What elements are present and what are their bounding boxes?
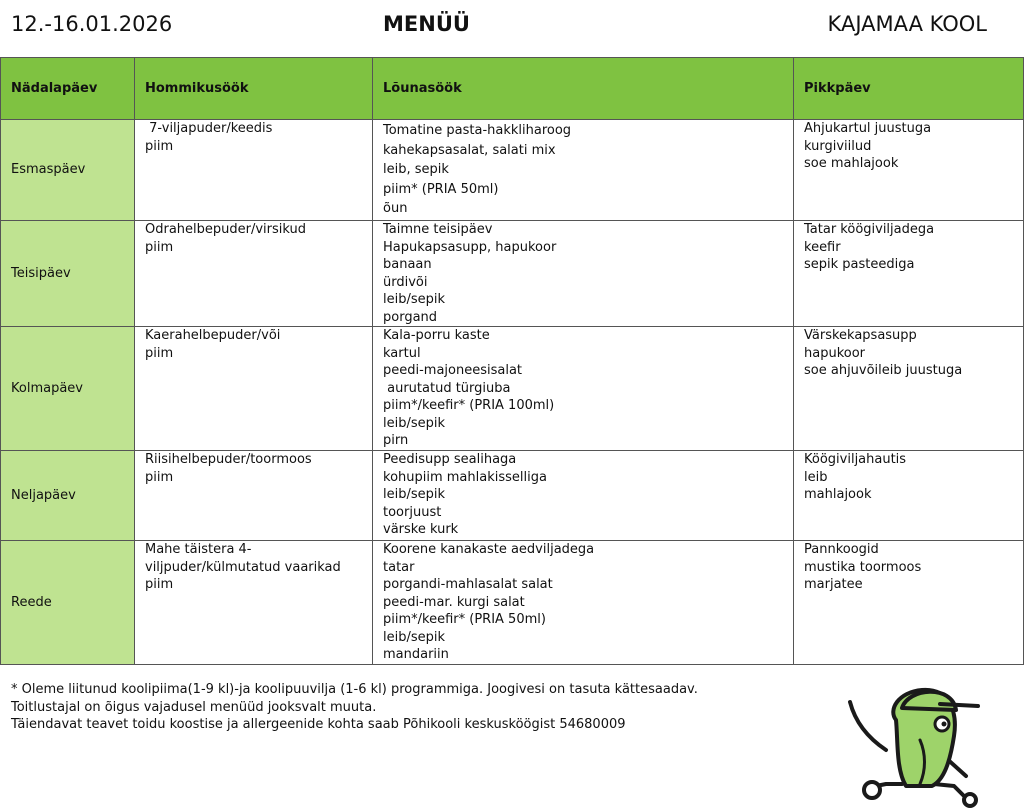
- breakfast-cell: [135, 221, 373, 327]
- menu-item: värske kurk: [383, 522, 459, 537]
- menu-item: piim*/keefir* (PRIA 50ml): [383, 612, 546, 627]
- menu-item: tatar: [383, 559, 415, 575]
- menu-item: piim: [145, 577, 174, 592]
- menu-item: pirn: [383, 433, 409, 448]
- column-header-lunch: Lõunasöök: [373, 58, 794, 120]
- table-row: [1, 451, 1024, 541]
- menu-item: Riisihelbepuder/toormoos: [145, 452, 312, 467]
- menu-item: toorjuust: [383, 504, 442, 520]
- table-row: [1, 327, 1024, 451]
- lunch-cell: [373, 541, 794, 665]
- footnote-line: Täiendavat teavet toidu koostise ja allergeenide kohta saab Põhikooli keskusköögist 54680009: [11, 717, 626, 732]
- table-row: [1, 221, 1024, 327]
- menu-item: soe ahjuvõileib juustuga: [804, 363, 963, 378]
- footnotes: [11, 681, 698, 734]
- menu-item: Koorene kanakaste aedviljadega: [383, 542, 595, 557]
- menu-header-row: [1, 58, 1024, 120]
- page-title: MENÜÜ: [383, 12, 470, 36]
- menu-item: kurgiviilud: [804, 138, 872, 154]
- menu-item: Taimne teisipäev: [383, 222, 493, 237]
- menu-table: [0, 57, 1024, 665]
- menu-item: porgandi-mahlasalat salat: [383, 577, 553, 592]
- menu-item: leib/sepik: [383, 487, 446, 502]
- cartoon-runner-icon: [836, 680, 986, 808]
- breakfast-cell: [135, 541, 373, 665]
- menu-item: piim: [145, 345, 174, 361]
- menu-item: Odrahelbepuder/virsikud: [145, 222, 307, 237]
- menu-item: leib, sepik: [383, 162, 449, 177]
- menu-item: Pannkoogid: [804, 542, 879, 557]
- menu-item: õun: [383, 201, 408, 216]
- menu-item: soe mahlajook: [804, 156, 899, 171]
- menu-item: piim: [145, 138, 174, 154]
- menu-item: piim: [145, 469, 174, 485]
- lunch-cell: [373, 221, 794, 327]
- day-cell: Neljapäev: [1, 451, 135, 541]
- column-header-breakfast: Hommikusöök: [135, 58, 373, 120]
- menu-item: Kaerahelbepuder/või: [145, 328, 281, 343]
- afternoon-cell: [794, 451, 1024, 541]
- menu-item: leib/sepik: [383, 292, 446, 307]
- menu-item: Köögiviljahautis: [804, 452, 907, 467]
- menu-item: kahekapsasalat, salati mix: [383, 142, 556, 158]
- menu-item: leib: [804, 469, 828, 485]
- menu-item: kartul: [383, 345, 421, 361]
- lunch-cell: [373, 451, 794, 541]
- menu-item: Ahjukartul juustuga: [804, 121, 932, 136]
- menu-item: Värskekapsasupp: [804, 328, 917, 343]
- menu-item: piim*/keefir* (PRIA 100ml): [383, 398, 555, 413]
- menu-item: aurutatud türgiuba: [383, 380, 511, 396]
- lunch-cell: [373, 120, 794, 221]
- menu-item: hapukoor: [804, 345, 866, 361]
- breakfast-cell: [135, 120, 373, 221]
- menu-item: piim: [145, 239, 174, 255]
- menu-item: ürdivõi: [383, 274, 428, 290]
- menu-item: viljpuder/külmutatud vaarikad: [145, 559, 341, 575]
- menu-item: Tomatine pasta-hakkliharoog: [383, 123, 572, 138]
- menu-item: Tatar köögiviljadega: [804, 222, 935, 237]
- school-name: KAJAMAA KOOL: [827, 12, 987, 36]
- table-row: [1, 120, 1024, 221]
- menu-item: banaan: [383, 257, 432, 272]
- breakfast-cell: [135, 451, 373, 541]
- day-cell: Teisipäev: [1, 221, 135, 327]
- day-cell: Esmaspäev: [1, 120, 135, 221]
- menu-item: Kala-porru kaste: [383, 328, 490, 343]
- table-row: [1, 541, 1024, 665]
- footnote-line: * Oleme liitunud koolipiima(1-9 kl)-ja koolipuuvilja (1-6 kl) programmiga. Joogivesi on tasuta kättesaadav.: [11, 682, 698, 697]
- day-cell: Reede: [1, 541, 135, 665]
- menu-item: piim* (PRIA 50ml): [383, 181, 499, 197]
- menu-item: peedi-majoneesisalat: [383, 363, 523, 378]
- menu-item: mustika toormoos: [804, 559, 922, 575]
- menu-item: Peedisupp sealihaga: [383, 452, 517, 467]
- menu-item: keefir: [804, 239, 841, 255]
- menu-item: marjatee: [804, 577, 863, 592]
- column-header-weekday: Nädalapäev: [1, 58, 135, 120]
- menu-item: Hapukapsasupp, hapukoor: [383, 239, 557, 255]
- menu-item: Mahe täistera 4-: [145, 542, 252, 557]
- lunch-cell: [373, 327, 794, 451]
- menu-item: sepik pasteediga: [804, 257, 915, 272]
- breakfast-cell: [135, 327, 373, 451]
- afternoon-cell: [794, 327, 1024, 451]
- menu-item: porgand: [383, 309, 438, 325]
- menu-item: mandariin: [383, 647, 449, 662]
- footnote-line: Toitlustajal on õigus vajadusel menüüd jooksvalt muuta.: [11, 699, 377, 715]
- menu-item: leib/sepik: [383, 415, 446, 431]
- menu-item: mahlajook: [804, 487, 872, 502]
- menu-item: kohupiim mahlakisselliga: [383, 469, 547, 485]
- menu-item: peedi-mar. kurgi salat: [383, 594, 525, 610]
- afternoon-cell: [794, 541, 1024, 665]
- menu-item: leib/sepik: [383, 629, 446, 645]
- menu-item: 7-viljapuder/keedis: [145, 121, 273, 136]
- column-header-afternoon: Pikkpäev: [794, 58, 1024, 120]
- afternoon-cell: [794, 221, 1024, 327]
- afternoon-cell: [794, 120, 1024, 221]
- menu-date-range: 12.-16.01.2026: [11, 12, 173, 36]
- day-cell: Kolmapäev: [1, 327, 135, 451]
